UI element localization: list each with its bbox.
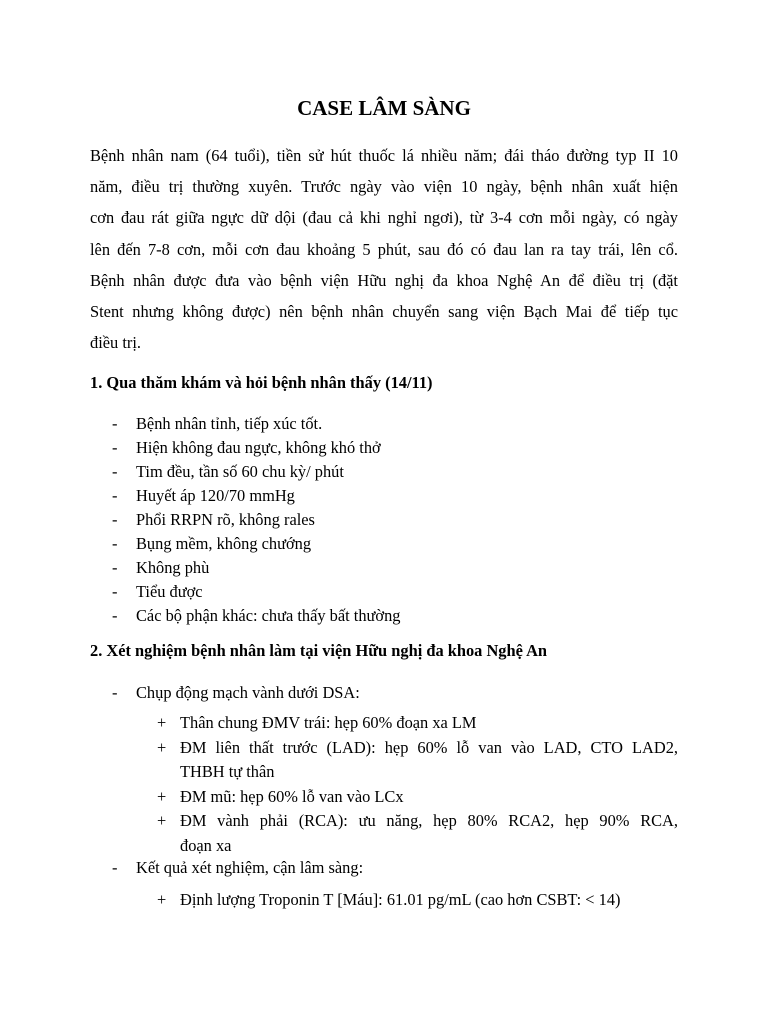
list-item [90,436,678,460]
dash-bullet: - [112,683,118,702]
intro-line: cơn đau rát giữa ngực dữ dội (đau cả khi nghỉ ngơi), từ 3-4 cơn mỗi ngày, có ngày [90,208,678,228]
intro-line: Bệnh nhân được đưa vào bệnh viện Hữu nghị đa khoa Nghệ An để điều trị (đặt [90,270,678,290]
dash-bullet: - [112,438,118,457]
sub-list-item [90,736,678,785]
plus-bullet: + [157,713,167,732]
dash-bullet: - [112,486,118,505]
intro-line: lên đến 7-8 cơn, mỗi cơn đau khoảng 5 phút, sau đó có đau lan ra tay trái, lên cổ. [90,239,678,259]
list-item-text: Phổi RRPN rõ, không rales [136,510,315,529]
sub-item-line: đoạn xa [180,835,232,855]
list-item [90,556,678,580]
dash-bullet: - [112,534,118,553]
section2-heading: 2. Xét nghiệm bệnh nhân làm tại viện Hữu nghị đa khoa Nghệ An [90,641,548,660]
lab-label: Kết quả xét nghiệm, cận lâm sàng: [136,858,364,877]
dash-bullet: - [112,510,118,529]
plus-bullet: + [157,890,167,909]
intro-line: điều trị. [90,333,141,353]
dash-bullet: - [112,606,118,625]
plus-bullet: + [157,811,167,830]
dash-bullet: - [112,414,118,433]
dash-bullet: - [112,582,118,601]
list-item [90,412,678,436]
list-item [90,681,678,705]
list-item-text: Tim đều, tần số 60 chu kỳ/ phút [136,462,344,481]
list-item-text: Các bộ phận khác: chưa thấy bất thường [136,606,401,625]
lab-list [90,856,678,880]
list-item-text: Hiện không đau ngực, không khó thở [136,438,381,457]
sub-item-line: ĐM vành phải (RCA): ưu năng, hẹp 80% RCA2, hẹp 90% RCA, [180,811,678,830]
sub-list-item [90,809,678,858]
dash-bullet: - [112,558,118,577]
list-item-text: Bệnh nhân tỉnh, tiếp xúc tốt. [136,414,323,433]
list-item [90,460,678,484]
exam-findings-list [90,412,678,628]
intro-line: năm, điều trị thường xuyên. Trước ngày vào viện 10 ngày, bệnh nhân xuất hiện [90,177,678,197]
list-item [90,508,678,532]
sub-list-item [90,888,678,913]
list-item [90,856,678,880]
list-item [90,580,678,604]
list-item-text: Tiểu được [136,582,203,601]
list-item [90,604,678,628]
dash-bullet: - [112,858,118,877]
plus-bullet: + [157,737,167,757]
sub-item-line: ĐM liên thất trước (LAD): hẹp 60% lỗ van vào LAD, CTO LAD2, [180,737,678,757]
sub-item-line: ĐM mũ: hẹp 60% lỗ van vào LCx [180,786,404,806]
sub-list-item [90,785,678,810]
intro-line: Bệnh nhân nam (64 tuổi), tiền sử hút thuốc lá nhiều năm; đái tháo đường typ II 10 [90,146,678,165]
plus-bullet: + [157,786,167,806]
dsa-list [90,681,678,705]
list-item-text: Không phù [136,558,210,577]
intro-paragraph [90,140,678,358]
list-item-text: Bụng mềm, không chướng [136,534,312,553]
lab-results-list [90,888,678,913]
section1-heading: 1. Qua thăm khám và hỏi bệnh nhân thấy (14/11) [90,373,433,392]
list-item-text: Huyết áp 120/70 mmHg [136,486,295,505]
sub-item-line: THBH tự thân [180,762,275,781]
dsa-label: Chụp động mạch vành dưới DSA: [136,683,360,702]
list-item [90,532,678,556]
dsa-findings-list [90,711,678,858]
list-item [90,484,678,508]
page-title: CASE LÂM SÀNG [297,96,471,120]
intro-line: Stent nhưng không được) nên bệnh nhân chuyển sang viện Bạch Mai để tiếp tục [90,301,678,321]
sub-item-line: Định lượng Troponin T [Máu]: 61.01 pg/mL (cao hơn CSBT: < 14) [180,890,621,909]
sub-list-item [90,711,678,736]
dash-bullet: - [112,462,118,481]
sub-item-line: Thân chung ĐMV trái: hẹp 60% đoạn xa LM [180,713,477,732]
